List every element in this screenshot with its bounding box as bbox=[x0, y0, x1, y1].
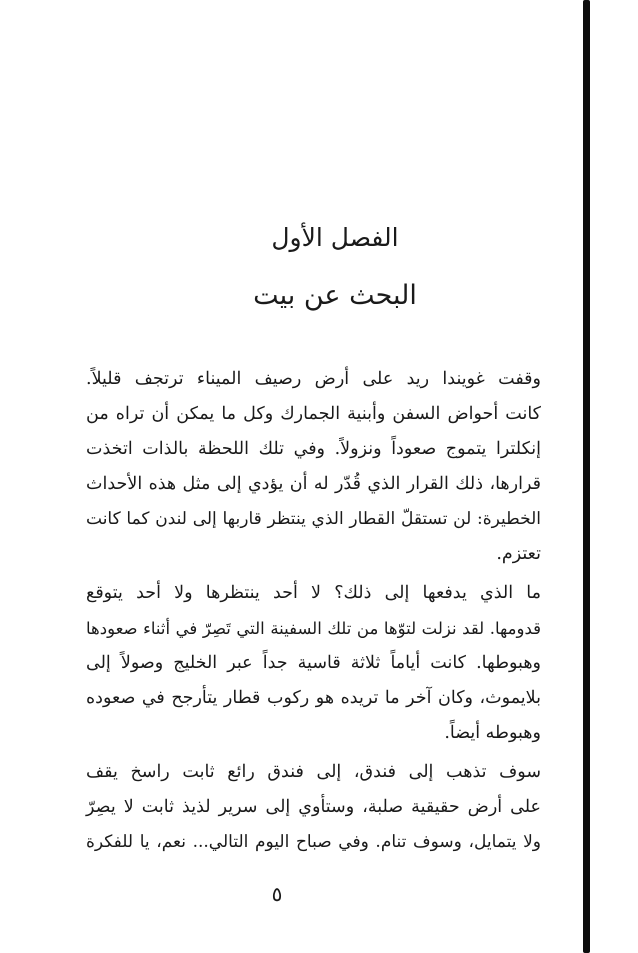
text-line: ولا يتمايل، وسوف تنام. وفي صباح اليوم التالي... نعم، يا للفكرة bbox=[86, 832, 541, 852]
paragraph-1 bbox=[86, 362, 541, 572]
paragraph-2 bbox=[86, 576, 541, 751]
paragraph-3 bbox=[86, 755, 541, 860]
text-line: بلايموث، وكان آخر ما تريده هو ركوب قطار يتأرجح في صعوده bbox=[86, 688, 541, 708]
text-line: ما الذي يدفعها إلى ذلك؟ لا أحد ينتظرها ولا أحد يتوقع bbox=[86, 583, 541, 603]
text-line: كانت أحواض السفن وأبنية الجمارك وكل ما يمكن أن تراه من bbox=[86, 404, 541, 424]
text-line: الخطيرة: لن تستقلّ القطار الذي ينتظر قاربها إلى لندن كما كانت bbox=[86, 509, 541, 529]
text-line: قرارها، ذلك القرار الذي قُدّر له أن يؤدي إلى مثل هذه الأحداث bbox=[86, 474, 541, 494]
chapter-title: البحث عن بيت bbox=[253, 280, 417, 311]
text-line: سوف تذهب إلى فندق، إلى فندق رائع ثابت راسخ يقف bbox=[86, 762, 541, 782]
text-line: وهبوطها. كانت أياماً ثلاثة قاسية جداً عبر الخليج وصولاً إلى bbox=[86, 653, 541, 673]
page-number: ٥ bbox=[271, 882, 283, 906]
text-line: إنكلترا يتموج صعوداً ونزولاً. وفي تلك اللحظة بالذات اتخذت bbox=[86, 439, 541, 459]
text-line: وهبوطه أيضاً. bbox=[444, 723, 541, 743]
text-line: على أرض حقيقية صلبة، وستأوي إلى سرير لذيذ ثابت لا يصِرّ bbox=[86, 797, 541, 817]
body-text bbox=[86, 362, 541, 860]
text-line: وقفت غويندا ريد على أرض رصيف الميناء ترتجف قليلاً. bbox=[86, 369, 541, 389]
text-line: قدومها. لقد نزلت لتوّها من تلك السفينة التي تَصِرّ في أثناء صعودها bbox=[86, 619, 541, 638]
book-spine-shadow bbox=[583, 0, 590, 953]
chapter-label: الفصل الأول bbox=[271, 223, 399, 252]
text-line: تعتزم. bbox=[496, 544, 541, 564]
